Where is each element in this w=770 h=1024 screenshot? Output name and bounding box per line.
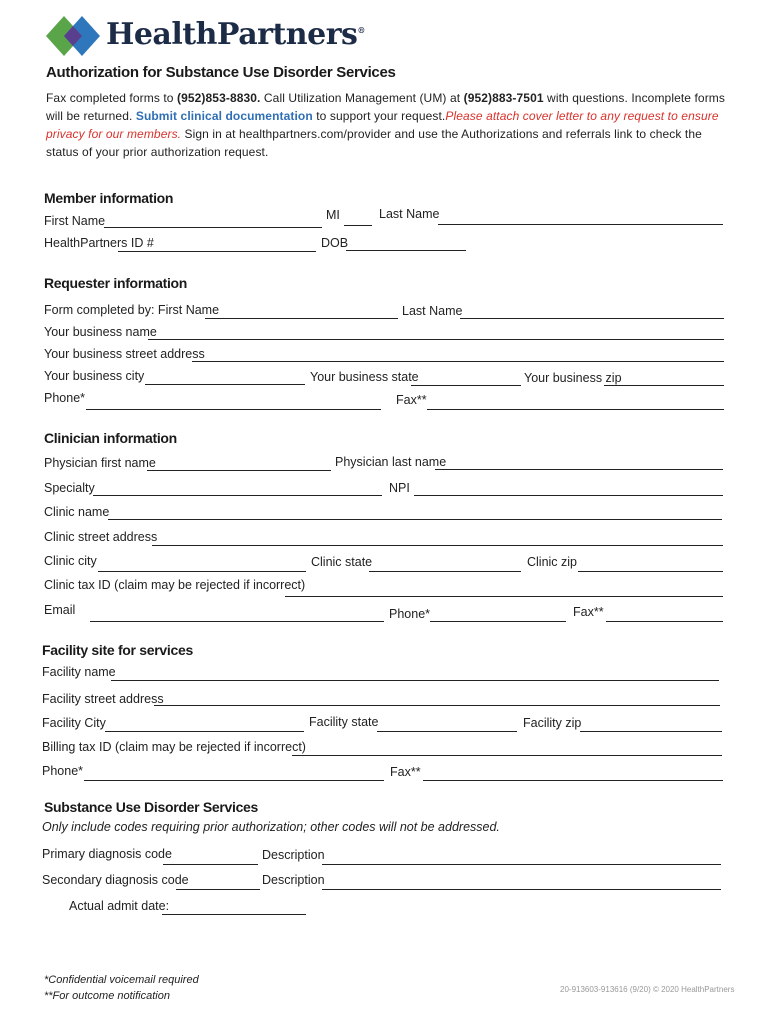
clinic-zip-label: Clinic zip <box>527 555 578 569</box>
facility-name-field[interactable] <box>111 680 719 681</box>
copyright: 20-913603-913616 (9/20) © 2020 HealthPartners <box>560 985 735 994</box>
member-mi-field[interactable] <box>344 225 372 226</box>
specialty-label: Specialty <box>44 481 95 495</box>
facility-phone-field[interactable] <box>84 780 384 781</box>
facility-state-field[interactable] <box>377 731 517 732</box>
requester-zip-field[interactable] <box>604 385 724 386</box>
physician-last-name-label: Physician last name <box>335 455 447 469</box>
requester-fax-field[interactable] <box>427 409 724 410</box>
submit-documentation-text: Submit clinical documentation <box>135 109 313 123</box>
clinic-state-field[interactable] <box>369 571 521 572</box>
member-last-name-field[interactable] <box>438 224 723 225</box>
requester-business-name-field[interactable] <box>148 339 724 340</box>
facility-zip-field[interactable] <box>580 731 722 732</box>
facility-heading: Facility site for services <box>42 642 193 658</box>
logo-mark-icon <box>44 14 102 58</box>
form-title: Authorization for Substance Use Disorder Services <box>46 64 396 81</box>
requester-state-label: Your business state <box>310 370 419 384</box>
facility-state-label: Facility state <box>309 715 379 729</box>
facility-phone-label: Phone* <box>42 764 84 778</box>
primary-description-label: Description <box>262 848 325 862</box>
facility-city-field[interactable] <box>105 731 304 732</box>
clinic-city-field[interactable] <box>98 571 306 572</box>
clinic-name-field[interactable] <box>108 519 722 520</box>
facility-fax-field[interactable] <box>423 780 723 781</box>
clinic-zip-field[interactable] <box>578 571 723 572</box>
services-instruction: Only include codes requiring prior authorization; other codes will not be addressed. <box>42 820 500 834</box>
clinic-name-label: Clinic name <box>44 505 110 519</box>
member-dob-label: DOB <box>321 236 349 250</box>
secondary-diagnosis-label: Secondary diagnosis code <box>42 873 189 887</box>
clinic-email-label: Email <box>44 603 76 617</box>
requester-street-field[interactable] <box>192 361 724 362</box>
facility-name-label: Facility name <box>42 665 116 679</box>
requester-zip-label: Your business zip <box>524 371 622 385</box>
requester-phone-label: Phone* <box>44 391 86 405</box>
member-id-label: HealthPartners ID # <box>44 236 154 250</box>
admit-date-label: Actual admit date: <box>69 899 170 913</box>
facility-street-field[interactable] <box>154 705 720 706</box>
clinician-heading: Clinician information <box>44 430 177 446</box>
member-mi-label: MI <box>326 208 340 222</box>
member-last-name-label: Last Name <box>379 207 440 221</box>
requester-business-name-label: Your business name <box>44 325 157 339</box>
logo-text: HealthPartners® <box>106 17 365 52</box>
billing-tax-id-label: Billing tax ID (claim may be rejected if incorrect) <box>42 740 306 754</box>
clinic-street-label: Clinic street address <box>44 530 158 544</box>
primary-description-field[interactable] <box>322 864 721 865</box>
clinic-phone-label: Phone* <box>389 607 431 621</box>
services-heading: Substance Use Disorder Services <box>44 799 259 815</box>
facility-zip-label: Facility zip <box>523 716 582 730</box>
outcome-note: **For outcome notification <box>44 990 170 1002</box>
facility-city-label: Facility City <box>42 716 106 730</box>
intro-paragraph: Fax completed forms to (952)853-8830. Call Utilization Management (UM) at (952)883-7501 with questions. Incomplete forms will be returned. Submit clinical documentation to support your request.Please attach cover letter to any request to ensure privacy for our members. Sign in at healthpartners.com/provider and use the Authorizations and referrals link to check the status of your prior authorization request. <box>46 91 726 159</box>
privacy-notice: Please attach cover letter to any request to ensure privacy for our members. <box>46 109 719 141</box>
physician-last-name-field[interactable] <box>435 469 723 470</box>
clinic-fax-label: Fax** <box>573 605 604 619</box>
member-heading: Member information <box>44 190 174 206</box>
secondary-description-label: Description <box>262 873 325 887</box>
requester-heading: Requester information <box>44 275 188 291</box>
clinic-email-field[interactable] <box>90 621 384 622</box>
secondary-diagnosis-field[interactable] <box>176 889 260 890</box>
clinic-tax-id-field[interactable] <box>285 596 723 597</box>
clinic-street-field[interactable] <box>152 545 723 546</box>
requester-last-name-label: Last Name <box>402 304 463 318</box>
secondary-description-field[interactable] <box>322 889 721 890</box>
facility-street-label: Facility street address <box>42 692 164 706</box>
primary-diagnosis-field[interactable] <box>163 864 258 865</box>
npi-label: NPI <box>389 481 410 495</box>
clinic-tax-id-label: Clinic tax ID (claim may be rejected if incorrect) <box>44 578 306 592</box>
admit-date-field[interactable] <box>162 914 306 915</box>
npi-field[interactable] <box>414 495 723 496</box>
clinic-state-label: Clinic state <box>311 555 373 569</box>
clinic-fax-field[interactable] <box>606 621 723 622</box>
requester-phone-field[interactable] <box>86 409 381 410</box>
requester-city-label: Your business city <box>44 369 145 383</box>
specialty-field[interactable] <box>93 495 382 496</box>
clinic-phone-field[interactable] <box>430 621 566 622</box>
requester-fax-label: Fax** <box>396 393 427 407</box>
requester-first-name-field[interactable] <box>205 318 398 319</box>
clinic-city-label: Clinic city <box>44 554 97 568</box>
member-first-name-label: First Name <box>44 214 106 228</box>
member-id-field[interactable] <box>118 251 316 252</box>
requester-city-field[interactable] <box>145 384 305 385</box>
requester-last-name-field[interactable] <box>460 318 724 319</box>
physician-first-name-label: Physician first name <box>44 456 156 470</box>
physician-first-name-field[interactable] <box>147 470 331 471</box>
member-dob-field[interactable] <box>346 250 466 251</box>
voicemail-note: *Confidential voicemail required <box>44 974 199 986</box>
member-first-name-field[interactable] <box>104 227 322 228</box>
requester-street-label: Your business street address <box>44 347 205 361</box>
billing-tax-id-field[interactable] <box>292 755 722 756</box>
facility-fax-label: Fax** <box>390 765 421 779</box>
requester-state-field[interactable] <box>411 385 521 386</box>
primary-diagnosis-label: Primary diagnosis code <box>42 847 172 861</box>
requester-first-name-label: Form completed by: First Name <box>44 303 220 317</box>
